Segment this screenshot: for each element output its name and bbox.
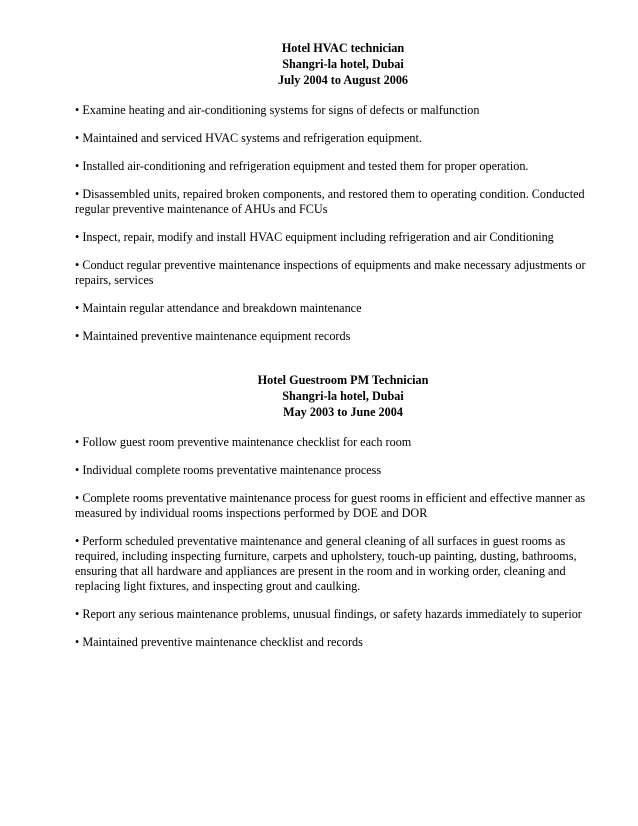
duty-item: • Perform scheduled preventative maintenance and general cleaning of all surfaces in guest rooms as required, including inspecting furniture, carpets and upholstery, touch-up painting, dusting, bathrooms, ensuring that all hardware and appliances are present in the room and in working order, cleaning and replacing light fixtures, and inspecting grout and caulking.	[75, 534, 577, 593]
duty-item: • Maintained preventive maintenance checklist and records	[75, 635, 363, 649]
job-duties-list	[75, 435, 610, 650]
duty-item: • Inspect, repair, modify and install HVAC equipment including refrigeration and air Conditioning	[75, 230, 554, 244]
job-section-hvac-technician	[75, 40, 610, 344]
job-employer: Shangri-la hotel, Dubai	[282, 389, 404, 403]
duty-item: • Maintained preventive maintenance equipment records	[75, 329, 351, 343]
duty-item: • Individual complete rooms preventative maintenance process	[75, 463, 382, 477]
duty-item: • Report any serious maintenance problems, unusual findings, or safety hazards immediately to superior	[75, 607, 582, 621]
job-employer: Shangri-la hotel, Dubai	[282, 57, 404, 71]
job-duties-list	[75, 103, 610, 344]
duty-item: • Conduct regular preventive maintenance inspections of equipments and make necessary adjustments or repairs, services	[75, 258, 586, 287]
duty-item: • Follow guest room preventive maintenance checklist for each room	[75, 435, 412, 449]
duty-item: • Maintained and serviced HVAC systems and refrigeration equipment.	[75, 131, 422, 145]
job-title: Hotel Guestroom PM Technician	[257, 373, 429, 387]
job-dates: May 2003 to June 2004	[283, 405, 403, 419]
duty-item: • Examine heating and air-conditioning systems for signs of defects or malfunction	[75, 103, 480, 117]
duty-item: • Disassembled units, repaired broken components, and restored them to operating condition. Conducted regular preventive maintenance of AHUs and FCUs	[75, 187, 585, 216]
job-heading	[193, 372, 493, 420]
duty-item: • Complete rooms preventative maintenance process for guest rooms in efficient and effective manner as measured by individual rooms inspections performed by DOE and DOR	[75, 491, 586, 520]
duty-item: • Maintain regular attendance and breakdown maintenance	[75, 301, 362, 315]
job-title: Hotel HVAC technician	[281, 41, 405, 55]
job-section-guestroom-pm-technician	[75, 372, 610, 650]
resume-page	[75, 40, 610, 663]
duty-item: • Installed air-conditioning and refrigeration equipment and tested them for proper operation.	[75, 159, 529, 173]
job-heading	[193, 40, 493, 88]
job-dates: July 2004 to August 2006	[277, 73, 409, 87]
